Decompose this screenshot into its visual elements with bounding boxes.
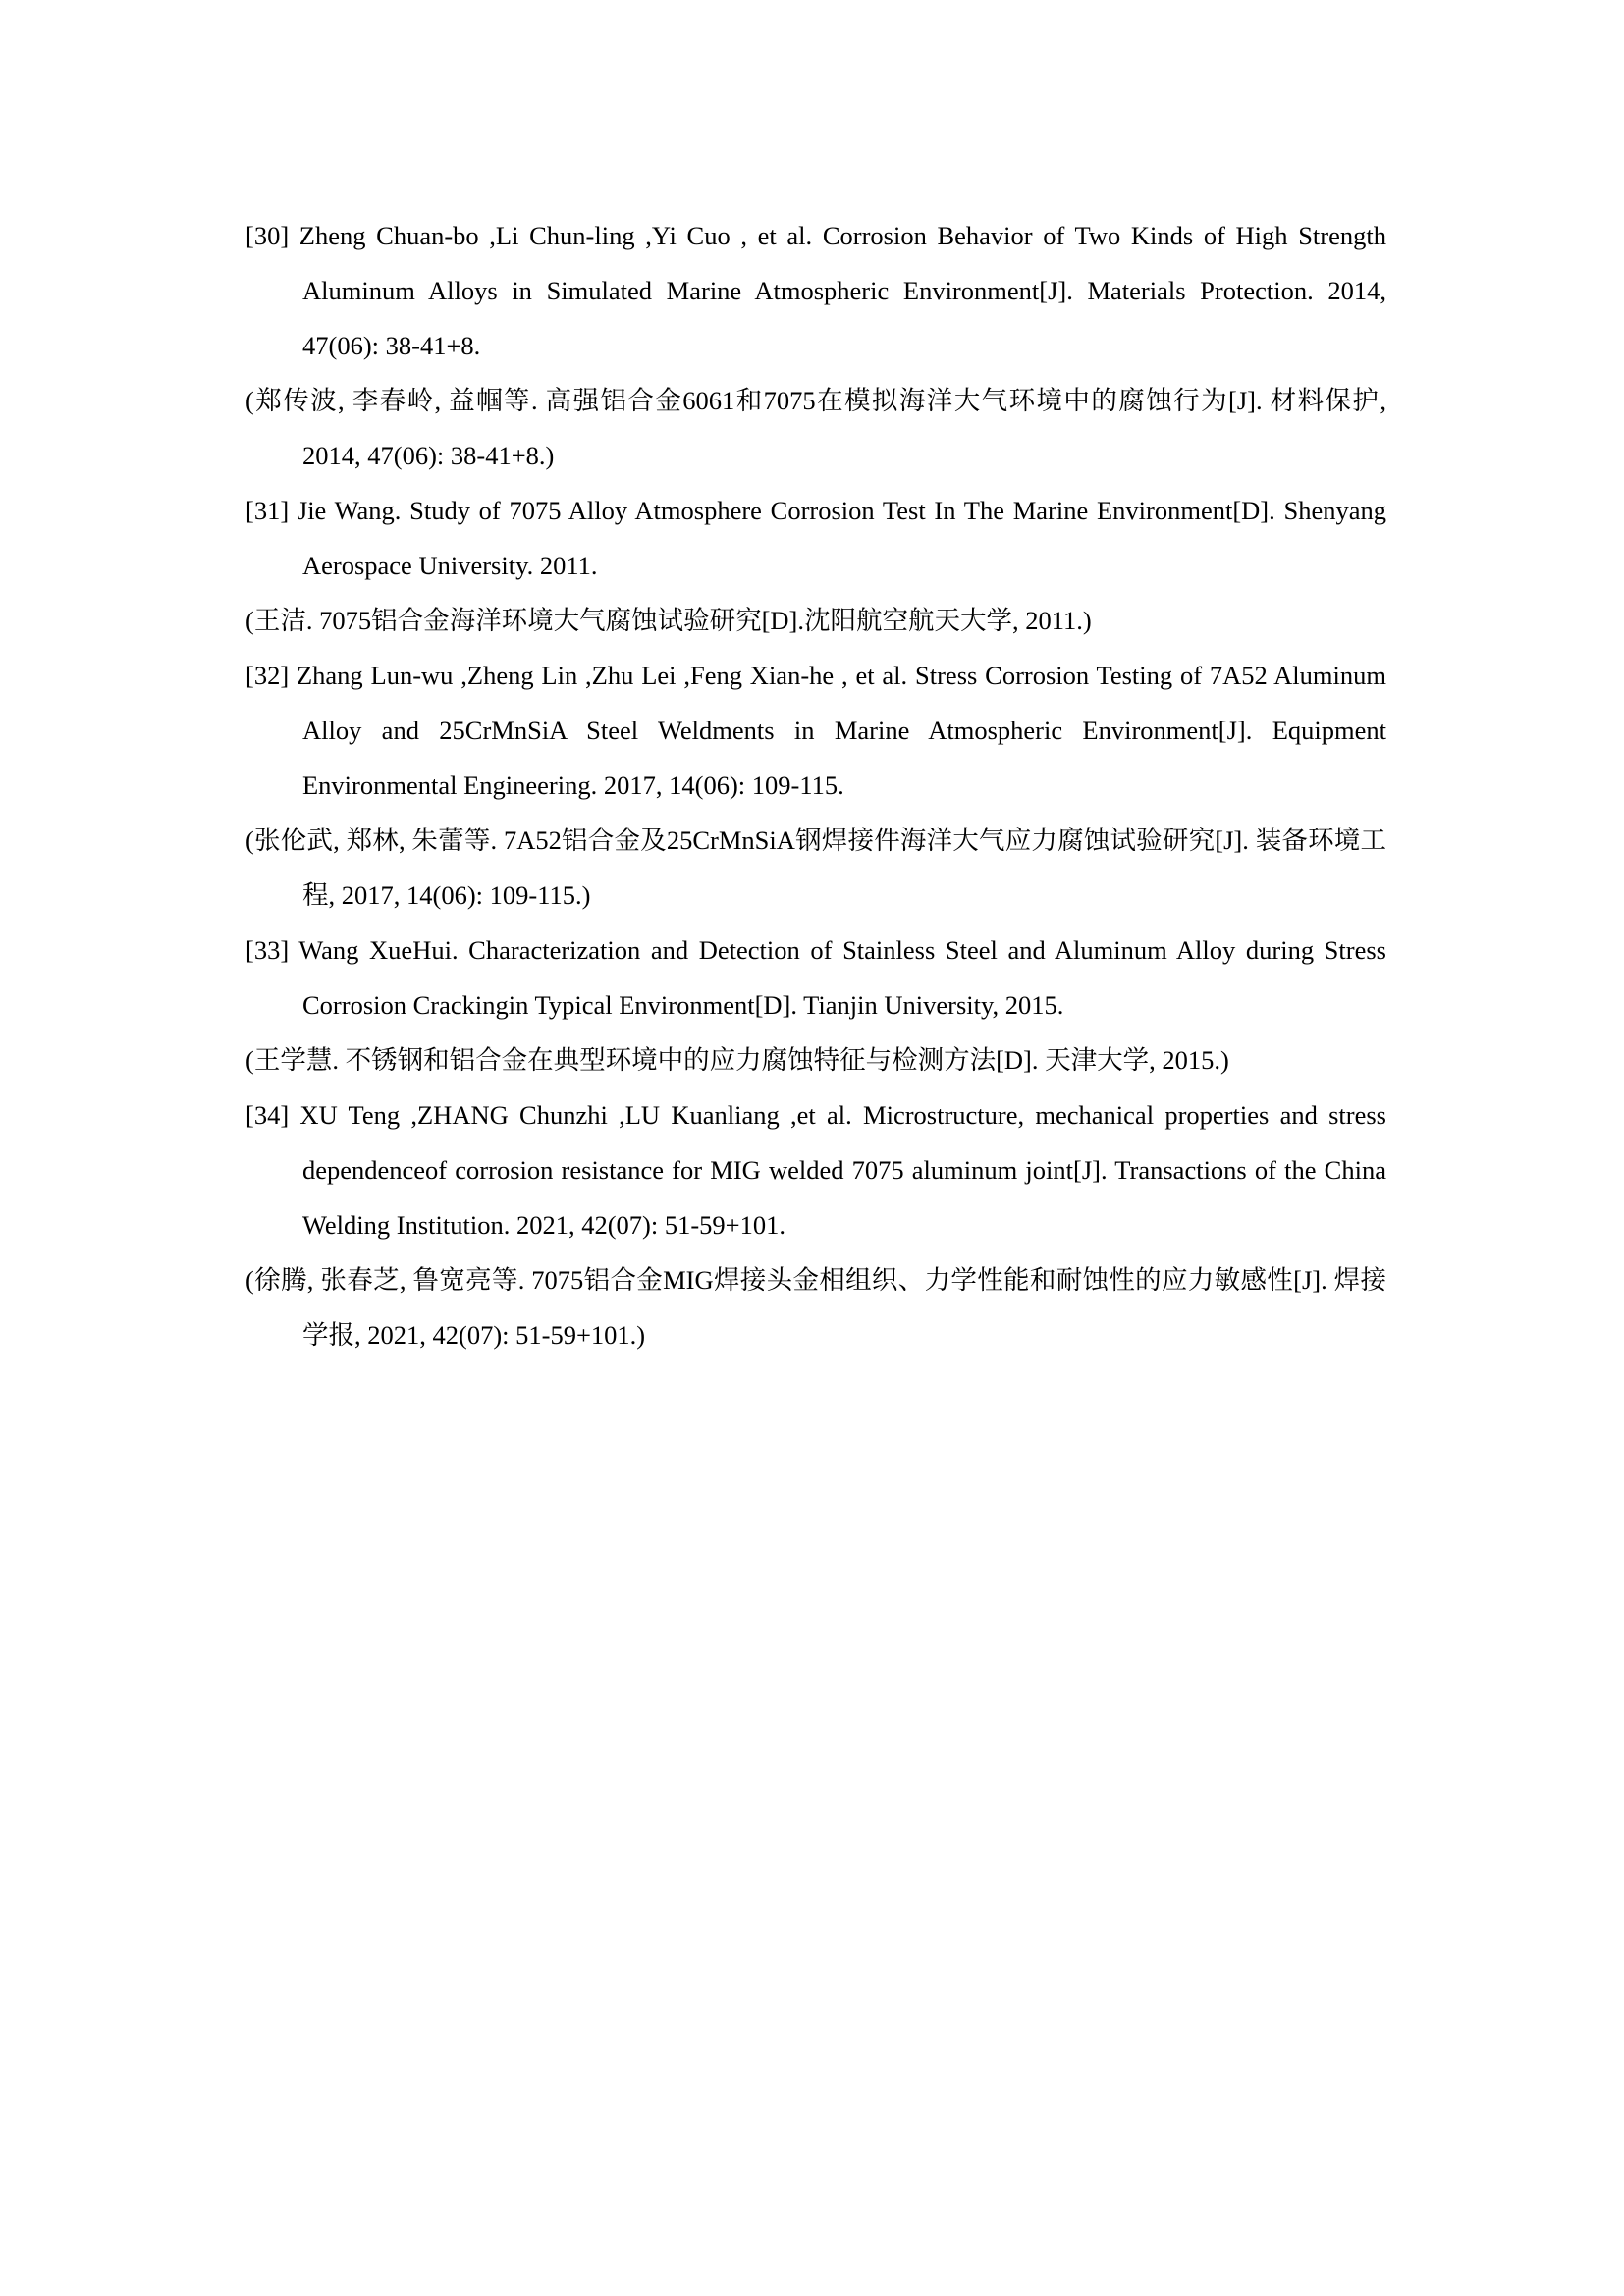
reference-entry-33-chinese: (王学慧. 不锈钢和铝合金在典型环境中的应力腐蚀特征与检测方法[D]. 天津大学, 2015.) — [245, 1045, 1229, 1075]
reference-entry-30-chinese: (郑传波, 李春岭, 益帼等. 高强铝合金6061和7075在模拟海洋大气环境中的腐蚀行为[J]. 材料保护, 2014, 47(06): 38-41+8.) — [245, 386, 1386, 470]
reference-entry-32: [32] Zhang Lun-wu ,Zheng Lin ,Zhu Lei ,Feng Xian-he , et al. Stress Corrosion Testing of 7A52 Aluminum Alloy and 25CrMnSiA Steel Weldments in Marine Atmospheric Environment[J]. Equipment Environmental Engineering. 2017, 14(06): 109-115. — [245, 661, 1386, 800]
reference-entry-33: [33] Wang XueHui. Characterization and Detection of Stainless Steel and Aluminum Alloy during Stress Corrosion Crackingin Typical Environment[D]. Tianjin University, 2015. — [245, 935, 1386, 1020]
reference-entry-31-chinese: (王洁. 7075铝合金海洋环境大气腐蚀试验研究[D].沈阳航空航天大学, 2011.) — [245, 606, 1092, 635]
reference-entry-32-chinese: (张伦武, 郑林, 朱蕾等. 7A52铝合金及25CrMnSiA钢焊接件海洋大气应力腐蚀试验研究[J]. 装备环境工程, 2017, 14(06): 109-115.) — [245, 826, 1386, 910]
reference-entry-30: [30] Zheng Chuan-bo ,Li Chun-ling ,Yi Cuo , et al. Corrosion Behavior of Two Kinds of High Strength Aluminum Alloys in Simulated Marine Atmospheric Environment[J]. Materials Protection. 2014, 47(06): 38-41+8. — [245, 221, 1386, 360]
reference-entry-34-chinese: (徐腾, 张春芝, 鲁宽亮等. 7075铝合金MIG焊接头金相组织、力学性能和耐蚀性的应力敏感性[J]. 焊接学报, 2021, 42(07): 51-59+101.) — [245, 1265, 1386, 1350]
reference-entry-34: [34] XU Teng ,ZHANG Chunzhi ,LU Kuanliang ,et al. Microstructure, mechanical properties and stress dependenceof corrosion resistance for MIG welded 7075 aluminum joint[J]. Transactions of the China Welding Institution. 2021, 42(07): 51-59+101. — [245, 1100, 1386, 1240]
reference-list — [245, 208, 1386, 1362]
reference-entry-31: [31] Jie Wang. Study of 7075 Alloy Atmosphere Corrosion Test In The Marine Environment[D]. Shenyang Aerospace University. 2011. — [245, 496, 1386, 580]
